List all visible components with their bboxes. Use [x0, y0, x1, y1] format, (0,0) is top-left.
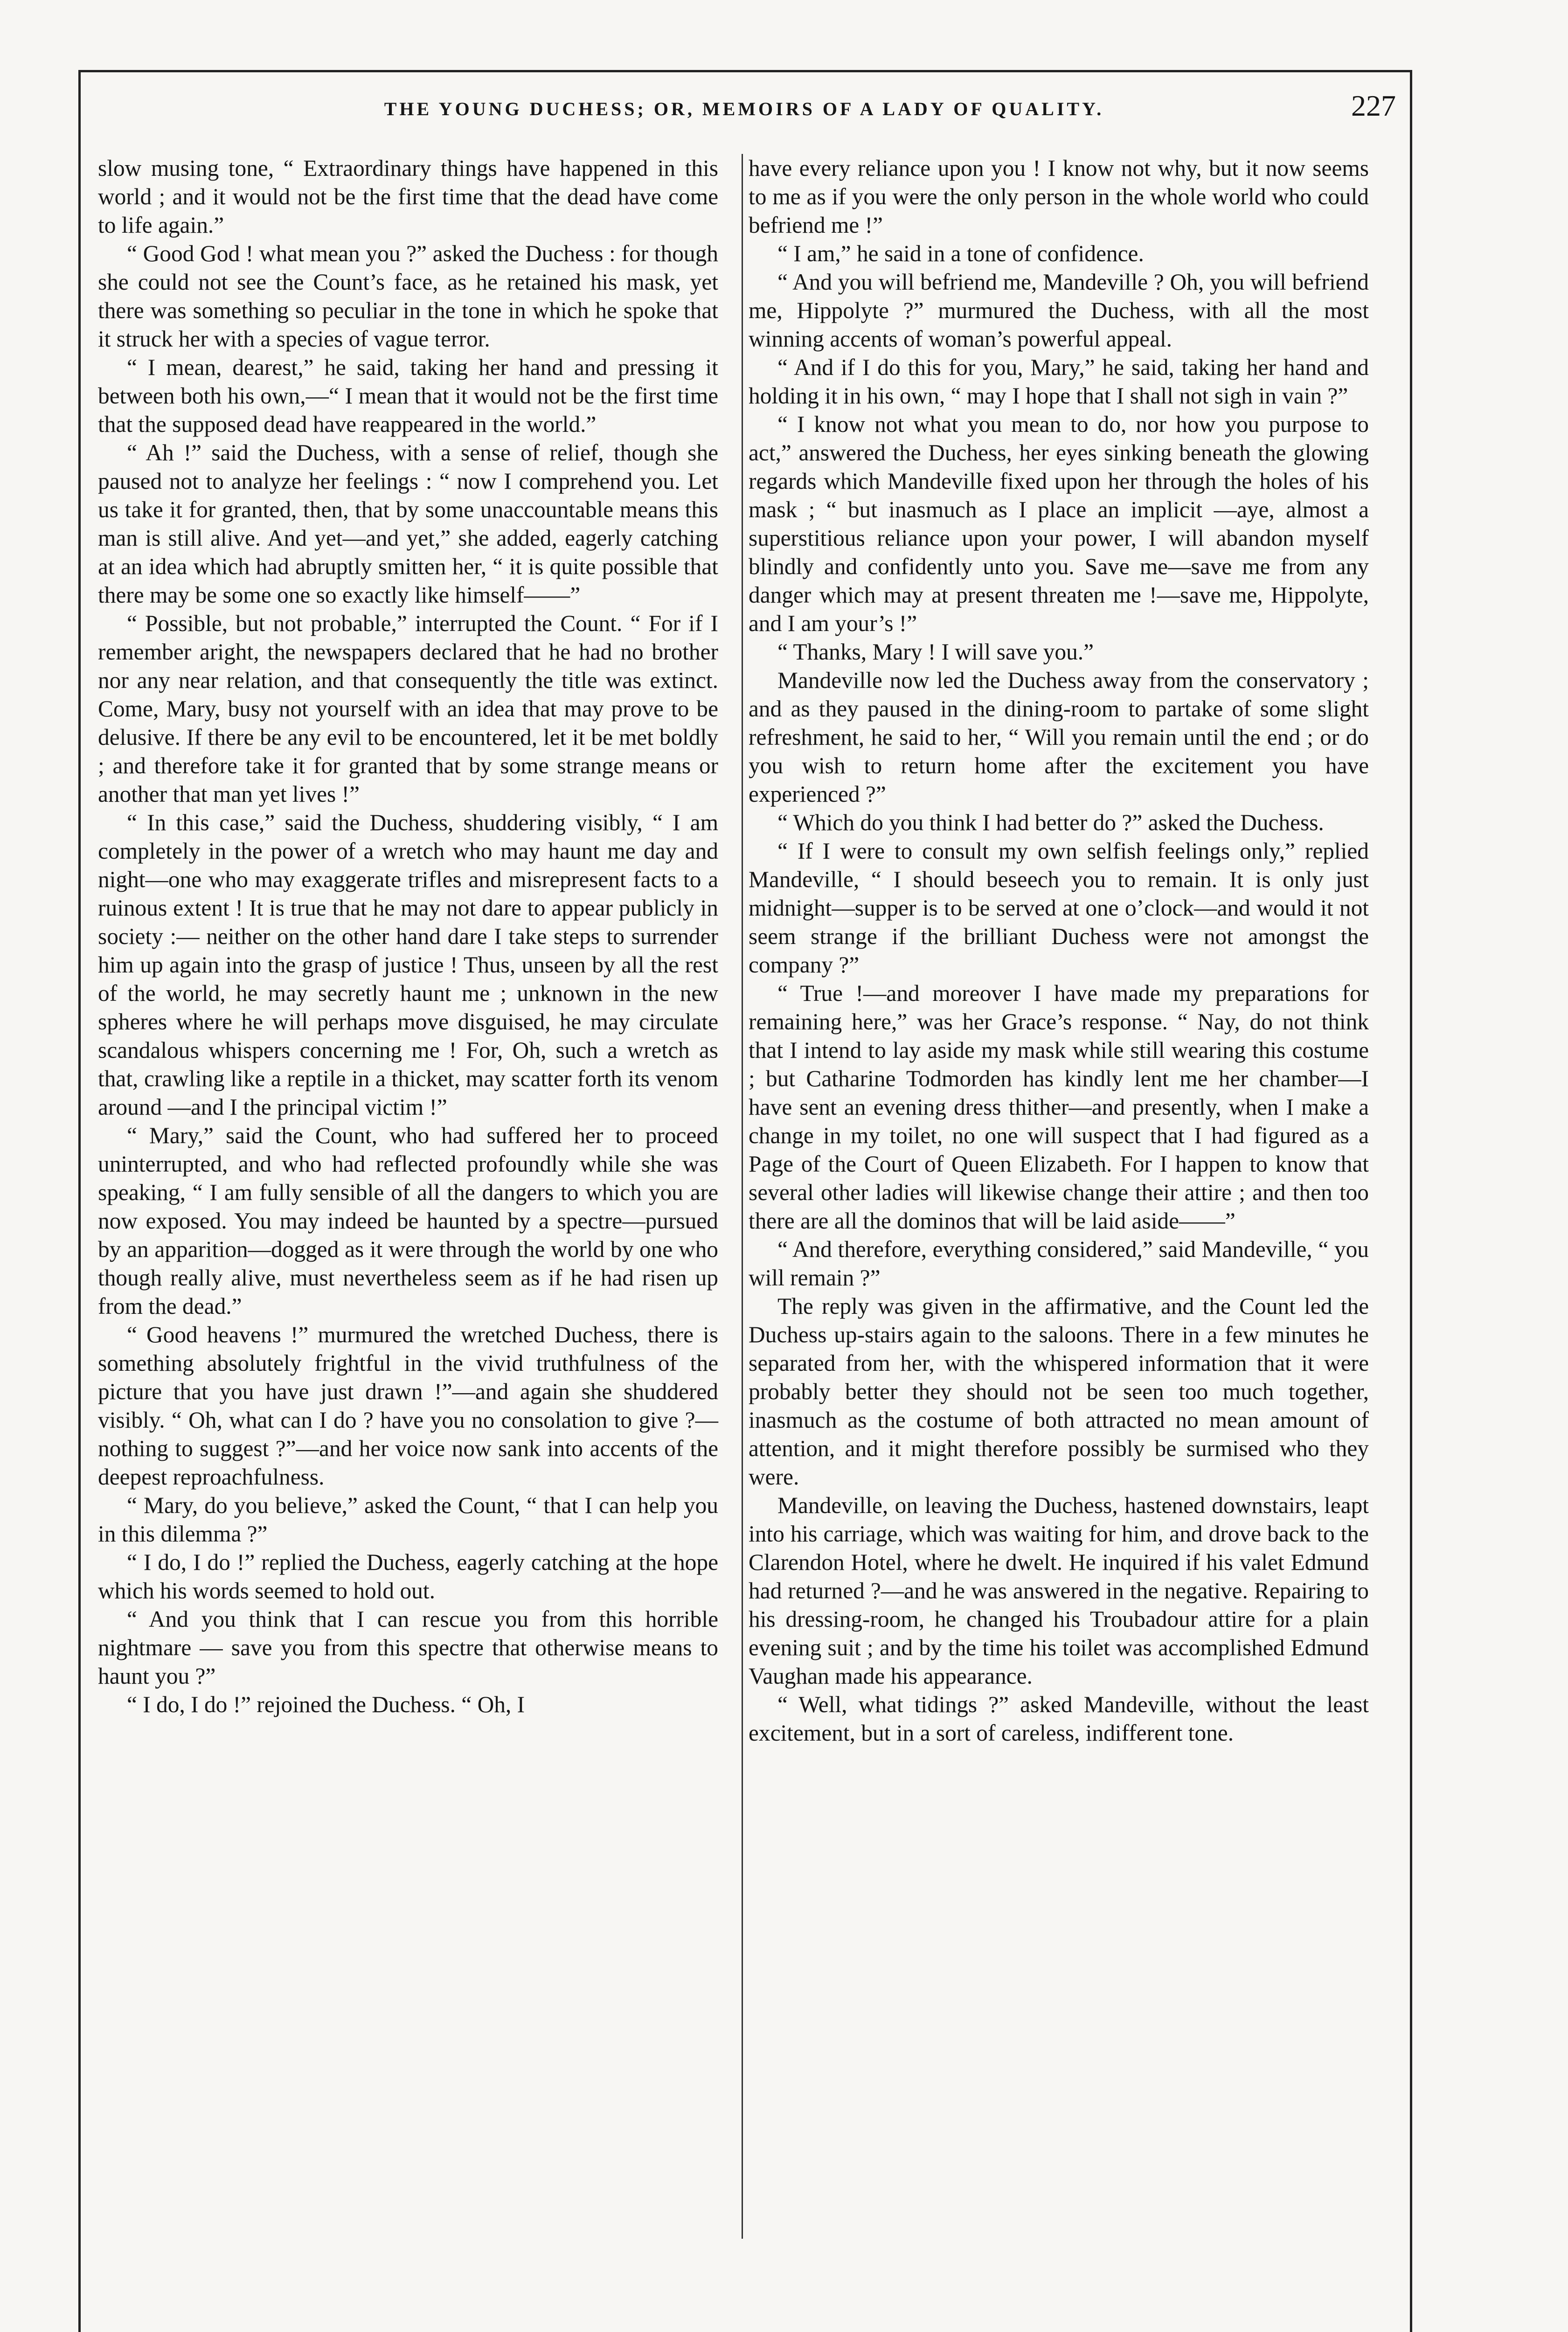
paragraph: “ Which do you think I had better do ?” asked the Duchess. [777, 810, 1324, 835]
paragraph: “ And you will befriend me, Mandeville ? Oh, you will befriend me, Hippolyte ?” murmured the Duchess, with all the most winning accents of woman’s powerful appeal. [749, 269, 1369, 352]
paragraph: “ I do, I do !” rejoined the Duchess. “ Oh, I [127, 1692, 525, 1717]
paragraph: have every reliance upon you ! I know not why, but it now seems to me as if you were the only person in the whole world who could befriend me !” [749, 155, 1369, 238]
paragraph: “ Good God ! what mean you ?” asked the Duchess : for though she could not see the Count’s face, as he retained his mask, yet there was something so peculiar in the tone in which he spoke that it struck her with a species of vague terror. [98, 241, 718, 352]
paragraph: Mandeville, on leaving the Duchess, hastened downstairs, leapt into his carriage, which was waiting for him, and drove back to the Clarendon Hotel, where he dwelt. He inquired if his valet Edmund had returned ?—and he was answered in the negative. Repairing to his dressing-room, he changed his Troubadour attire for a plain evening suit ; and by the time his toilet was accomplished Edmund Vaughan made his appearance. [749, 1492, 1369, 1689]
paragraph: “ If I were to consult my own selfish feelings only,” replied Mandeville, “ I should beseech you to remain. It is only just midnight—supper is to be served at one o’clock—and would it not seem strange if the brilliant Duchess were not amongst the company ?” [749, 838, 1369, 978]
paragraph: “ Well, what tidings ?” asked Mandeville, without the least excitement, but in a sort of careless, indifferent tone. [749, 1692, 1369, 1746]
text-columns [98, 154, 1385, 2299]
paragraph: “ I mean, dearest,” he said, taking her hand and pressing it between both his own,—“ I mean that it would not be the first time that the supposed dead have reappeared in the world.” [98, 354, 718, 437]
paragraph: “ Possible, but not probable,” interrupted the Count. “ For if I remember aright, the newspapers declared that he had no brother nor any near relation, and that consequently the title was extinct. Come, Mary, busy not yourself with an idea that may prove to be delusive. If there be any evil to be encountered, let it be met boldly ; and therefore take it for granted that by some strange means or another that man yet lives !” [98, 611, 718, 807]
left-column [98, 154, 718, 1719]
paragraph: “ I do, I do !” replied the Duchess, eagerly catching at the hope which his words seemed to hold out. [98, 1549, 718, 1603]
running-title: THE YOUNG DUCHESS; OR, MEMOIRS OF A LADY OF QUALITY. [384, 98, 1104, 119]
paragraph: The reply was given in the affirmative, and the Count led the Duchess up-stairs again to the saloons. There in a few minutes he separated from her, with the whispered information that it were probably better they should not be seen too much together, inasmuch as the costume of both attracted no mean amount of attention, and it might therefore possibly be surmised who they were. [749, 1293, 1369, 1490]
paragraph: Mandeville now led the Duchess away from the conservatory ; and as they paused in the dining-room to partake of some slight refreshment, he said to her, “ Will you remain until the end ; or do you wish to return home after the excitement you have experienced ?” [749, 667, 1369, 807]
paragraph: “ And you think that I can rescue you from this horrible nightmare — save you from this spectre that otherwise means to haunt you ?” [98, 1606, 718, 1689]
running-head [78, 89, 1410, 131]
paragraph: slow musing tone, “ Extraordinary things have happened in this world ; and it would not be the first time that the dead have come to life again.” [98, 155, 718, 238]
paragraph: “ I am,” he said in a tone of confidence. [777, 241, 1144, 266]
right-column [749, 154, 1369, 1747]
paragraph: “ True !—and moreover I have made my preparations for remaining here,” was her Grace’s response. “ Nay, do not think that I intend to lay aside my mask while still wearing this costume ; but Catharine Todmorden has kindly lent me her chamber—I have sent an evening dress thither—and presently, when I make a change in my toilet, no one will suspect that I had figured as a Page of the Court of Queen Elizabeth. For I happen to know that several other ladies will likewise change their attire ; and then too there are all the dominos that will be laid aside——” [749, 980, 1369, 1234]
paragraph: “ Ah !” said the Duchess, with a sense of relief, though she paused not to analyze her feelings : “ now I comprehend you. Let us take it for granted, then, that by some unaccountable means this man is still alive. And yet—and yet,” she added, eagerly catching at an idea which had abruptly smitten her, “ it is quite possible that there may be some one so exactly like himself——” [98, 440, 718, 608]
paragraph: “ Thanks, Mary ! I will save you.” [777, 639, 1094, 665]
paragraph: “ And if I do this for you, Mary,” he said, taking her hand and holding it in his own, “ may I hope that I shall not sigh in vain ?” [749, 354, 1369, 409]
paragraph: “ I know not what you mean to do, nor how you purpose to act,” answered the Duchess, her eyes sinking beneath the glowing regards which Mandeville fixed upon her through the holes of his mask ; “ but inasmuch as I place an implicit —aye, almost a superstitious reliance upon your power, I will abandon myself blindly and confidently unto you. Save me—save me from any danger which may at present threaten me !—save me, Hippolyte, and I am your’s !” [749, 411, 1369, 636]
paragraph: “ Good heavens !” murmured the wretched Duchess, there is something absolutely frightful in the vivid truthfulness of the picture that you have just drawn !”—and again she shuddered visibly. “ Oh, what can I do ? have you no consolation to give ?—nothing to suggest ?”—and her voice now sank into accents of the deepest reproachfulness. [98, 1322, 718, 1490]
paragraph: “ And therefore, everything considered,” said Mandeville, “ you will remain ?” [749, 1236, 1369, 1291]
paragraph: “ Mary,” said the Count, who had suffered her to proceed uninterrupted, and who had reflected profoundly while she was speaking, “ I am fully sensible of all the dangers to which you are now exposed. You may indeed be haunted by a spectre—pursued by an apparition—dogged as it were through the world by one who though really alive, must nevertheless seem as if he had risen up from the dead.” [98, 1123, 718, 1319]
page-number: 227 [1351, 89, 1396, 122]
paragraph: “ Mary, do you believe,” asked the Count, “ that I can help you in this dilemma ?” [98, 1492, 718, 1547]
paragraph: “ In this case,” said the Duchess, shuddering visibly, “ I am completely in the power of a wretch who may haunt me day and night—one who may exaggerate trifles and misrepresent facts to a ruinous extent ! It is true that he may not dare to appear publicly in society :— neither on the other hand dare I take steps to surrender him up again into the grasp of justice ! Thus, unseen by all the rest of the world, he may secretly haunt me ; unknown in the new spheres where he will perhaps move disguised, he may circulate scandalous whispers concerning me ! For, Oh, such a wretch as that, crawling like a reptile in a thicket, may scatter forth its venom around —and I the principal victim !” [98, 810, 718, 1120]
